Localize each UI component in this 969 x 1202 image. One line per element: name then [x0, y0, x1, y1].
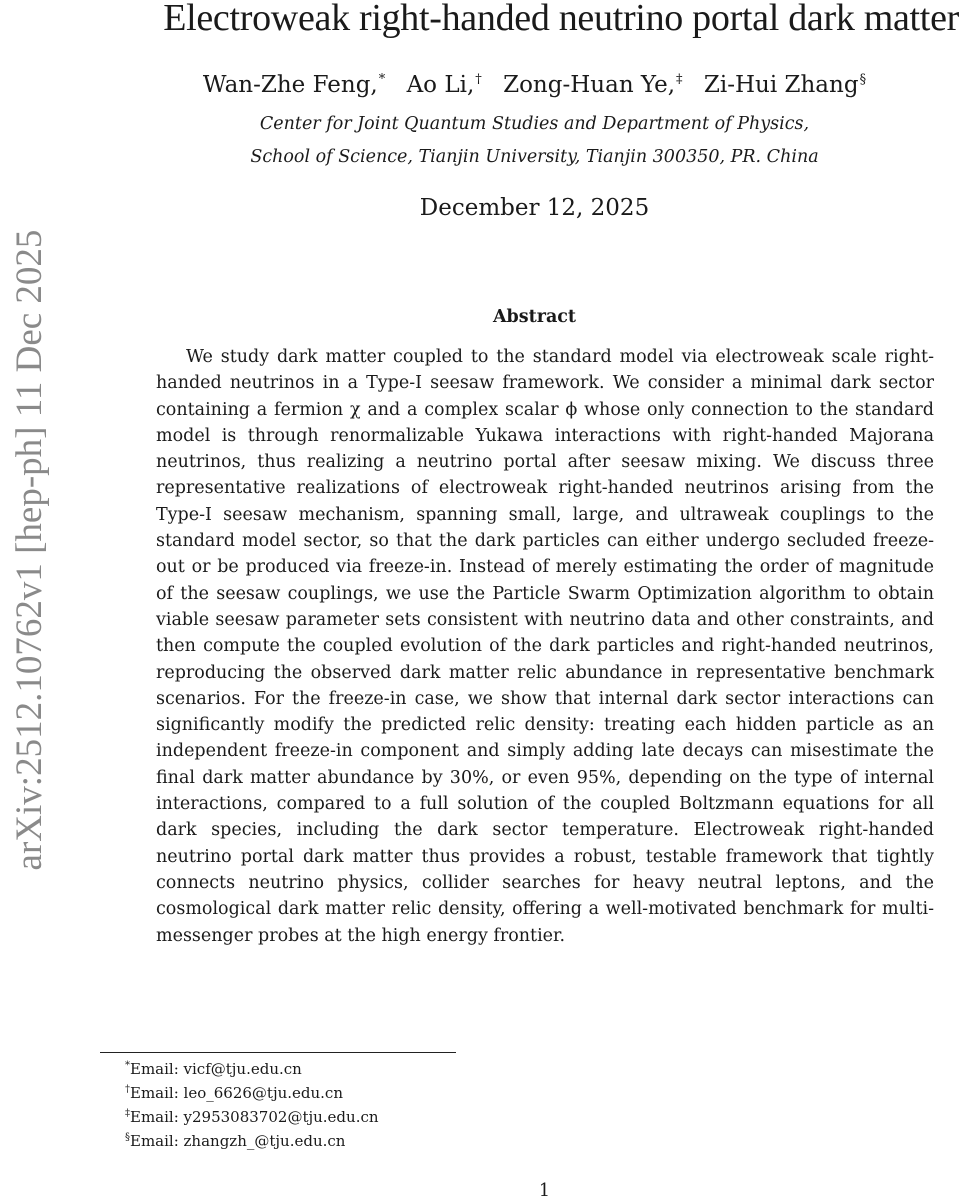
- footnote-mark: ‡: [125, 1108, 130, 1119]
- footnote-item: [125, 1129, 379, 1153]
- footnote-divider: [100, 1052, 456, 1053]
- footnote-email: Email: zhangzh_@tju.edu.cn: [130, 1132, 346, 1150]
- author-name: Wan-Zhe Feng,: [202, 72, 378, 98]
- author-item: [203, 72, 385, 98]
- author-name: Ao Li,: [406, 72, 475, 98]
- footnote-mark: §: [125, 1132, 130, 1143]
- footnote-item: [125, 1057, 379, 1081]
- author-item: [407, 72, 482, 98]
- author-item: [704, 72, 866, 98]
- footnote-mark: *: [125, 1060, 130, 1071]
- footnote-email: Email: y2953083702@tju.edu.cn: [130, 1108, 379, 1126]
- author-footnote-mark: §: [859, 72, 867, 88]
- author-list: [100, 70, 969, 100]
- author-footnote-mark: ‡: [676, 72, 683, 88]
- arxiv-identifier-stamp: arXiv:2512.10762v1 [hep-ph] 11 Dec 2025: [9, 229, 50, 871]
- page-number: 1: [538, 1181, 551, 1201]
- affiliation-line-1: Center for Joint Quantum Studies and Department of Physics,: [259, 114, 810, 134]
- affiliation-line-2: School of Science, Tianjin University, Tianjin 300350, PR. China: [250, 147, 819, 167]
- author-item: [503, 72, 682, 98]
- footnote-email: Email: vicf@tju.edu.cn: [130, 1060, 302, 1078]
- author-name: Zi-Hui Zhang: [703, 72, 859, 98]
- paper-title: Electroweak right-handed neutrino portal dark matter: [163, 0, 959, 39]
- author-footnote-mark: †: [475, 72, 482, 88]
- footnote-list: [125, 1057, 379, 1153]
- abstract-heading: Abstract: [492, 307, 577, 327]
- author-footnote-mark: *: [378, 72, 386, 88]
- abstract-body: We study dark matter coupled to the standard model via electroweak scale right-handed neutrinos in a Type-I seesaw framework. We consider a minimal dark sector containing a fermion χ and a complex scalar ϕ whose only connection to the standard model is through renormalizable Yukawa interactions with right-handed Majorana neutrinos, thus realizing a neutrino portal after seesaw mixing. We discuss three representative realizations of electroweak right-handed neutrinos arising from the Type-I seesaw mechanism, spanning small, large, and ultraweak couplings to the standard model sector, so that the dark particles can either undergo secluded freeze-out or be produced via freeze-in. Instead of merely estimating the order of magnitude of the seesaw couplings, we use the Particle Swarm Optimization algorithm to obtain viable seesaw parameter sets consistent with neutrino data and other constraints, and then compute the coupled evolution of the dark particles and right-handed neutrinos, reproducing the observed dark matter relic abundance in representative benchmark scenarios. For the freeze-in case, we show that internal dark sector interactions can significantly modify the predicted relic density: treating each hidden particle as an independent freeze-in component and simply adding late decays can misestimate the final dark matter abundance by 30%, or even 95%, depending on the type of internal interactions, compared to a full solution of the coupled Boltzmann equations for all dark species, including the dark sector temperature. Electroweak right-handed neutrino portal dark matter thus provides a robust, testable framework that tightly connects neutrino physics, collider searches for heavy neutral leptons, and the cosmological dark matter relic density, offering a well-motivated benchmark for multi-messenger probes at the high energy frontier.: [156, 347, 934, 946]
- author-name: Zong-Huan Ye,: [503, 72, 676, 98]
- footnote-item: [125, 1081, 379, 1105]
- paper-date: December 12, 2025: [419, 195, 650, 221]
- footnote-mark: †: [125, 1084, 130, 1095]
- footnote-item: [125, 1105, 379, 1129]
- footnote-email: Email: leo_6626@tju.edu.cn: [130, 1084, 343, 1102]
